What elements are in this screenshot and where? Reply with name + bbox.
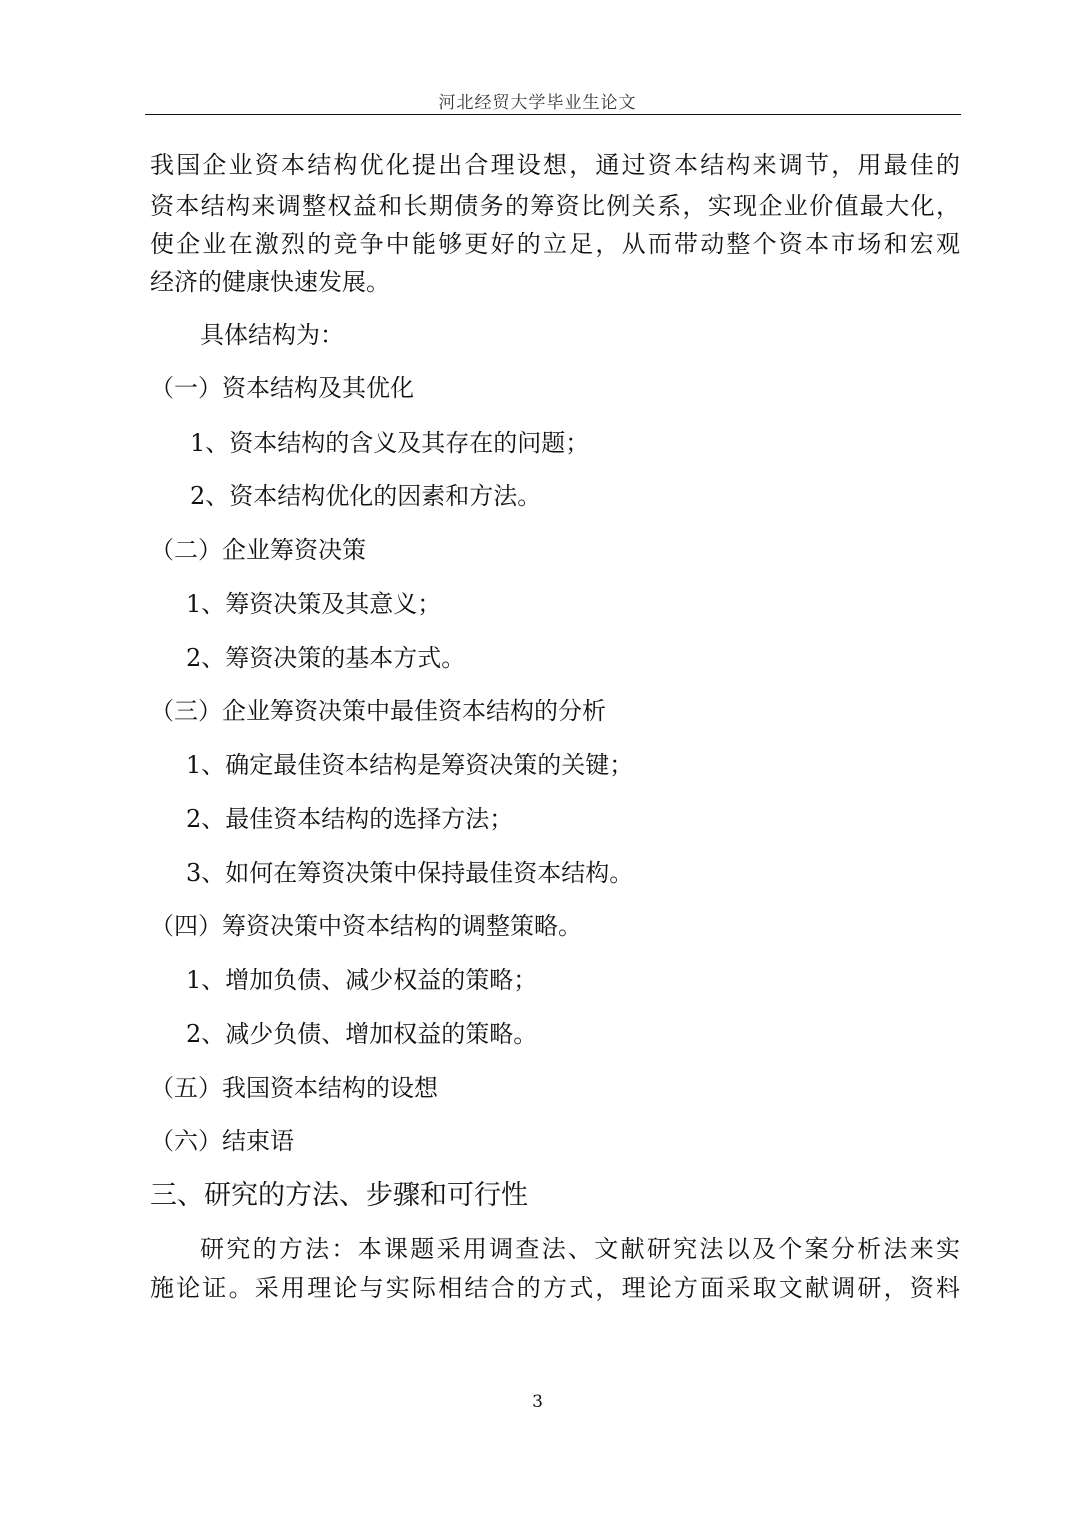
page-number: 3 <box>532 1392 543 1412</box>
paragraph-line: 我国企业资本结构优化提出合理设想，通过资本结构来调节，用最佳的 <box>150 151 960 179</box>
outline-item: 1、筹资决策及其意义； <box>186 590 442 618</box>
structure-intro: 具体结构为： <box>200 321 344 349</box>
section-heading: 三、研究的方法、步骤和可行性 <box>150 1180 528 1211</box>
header-divider <box>145 114 961 115</box>
outline-item: 2、最佳资本结构的选择方法； <box>186 805 514 833</box>
paragraph-line: 资本结构来调整权益和长期债务的筹资比例关系，实现企业价值最大化， <box>150 192 960 220</box>
paragraph-line: 施论证。采用理论与实际相结合的方式，理论方面采取文献调研，资料 <box>150 1274 960 1302</box>
outline-section-title: （五）我国资本结构的设想 <box>150 1074 438 1102</box>
outline-item: 2、资本结构优化的因素和方法。 <box>190 482 542 510</box>
outline-section-title: （二）企业筹资决策 <box>150 536 366 564</box>
outline-item: 3、如何在筹资决策中保持最佳资本结构。 <box>186 859 634 887</box>
outline-item: 2、筹资决策的基本方式。 <box>186 644 466 672</box>
outline-item: 1、资本结构的含义及其存在的问题； <box>190 429 590 457</box>
outline-item: 1、确定最佳资本结构是筹资决策的关键； <box>186 751 634 779</box>
outline-section-title: （四）筹资决策中资本结构的调整策略。 <box>150 912 582 940</box>
outline-item: 2、减少负债、增加权益的策略。 <box>186 1020 538 1048</box>
paragraph-line: 研究的方法：本课题采用调查法、文献研究法以及个案分析法来实 <box>200 1235 960 1263</box>
outline-section-title: （六）结束语 <box>150 1127 294 1155</box>
paragraph-line: 使企业在激烈的竞争中能够更好的立足，从而带动整个资本市场和宏观 <box>150 230 960 258</box>
outline-item: 1、增加负债、减少权益的策略； <box>186 966 538 994</box>
header-title: 河北经贸大学毕业生论文 <box>438 93 637 113</box>
outline-section-title: （三）企业筹资决策中最佳资本结构的分析 <box>150 697 606 725</box>
outline-section-title: （一）资本结构及其优化 <box>150 374 414 402</box>
paragraph-line: 经济的健康快速发展。 <box>150 268 390 296</box>
